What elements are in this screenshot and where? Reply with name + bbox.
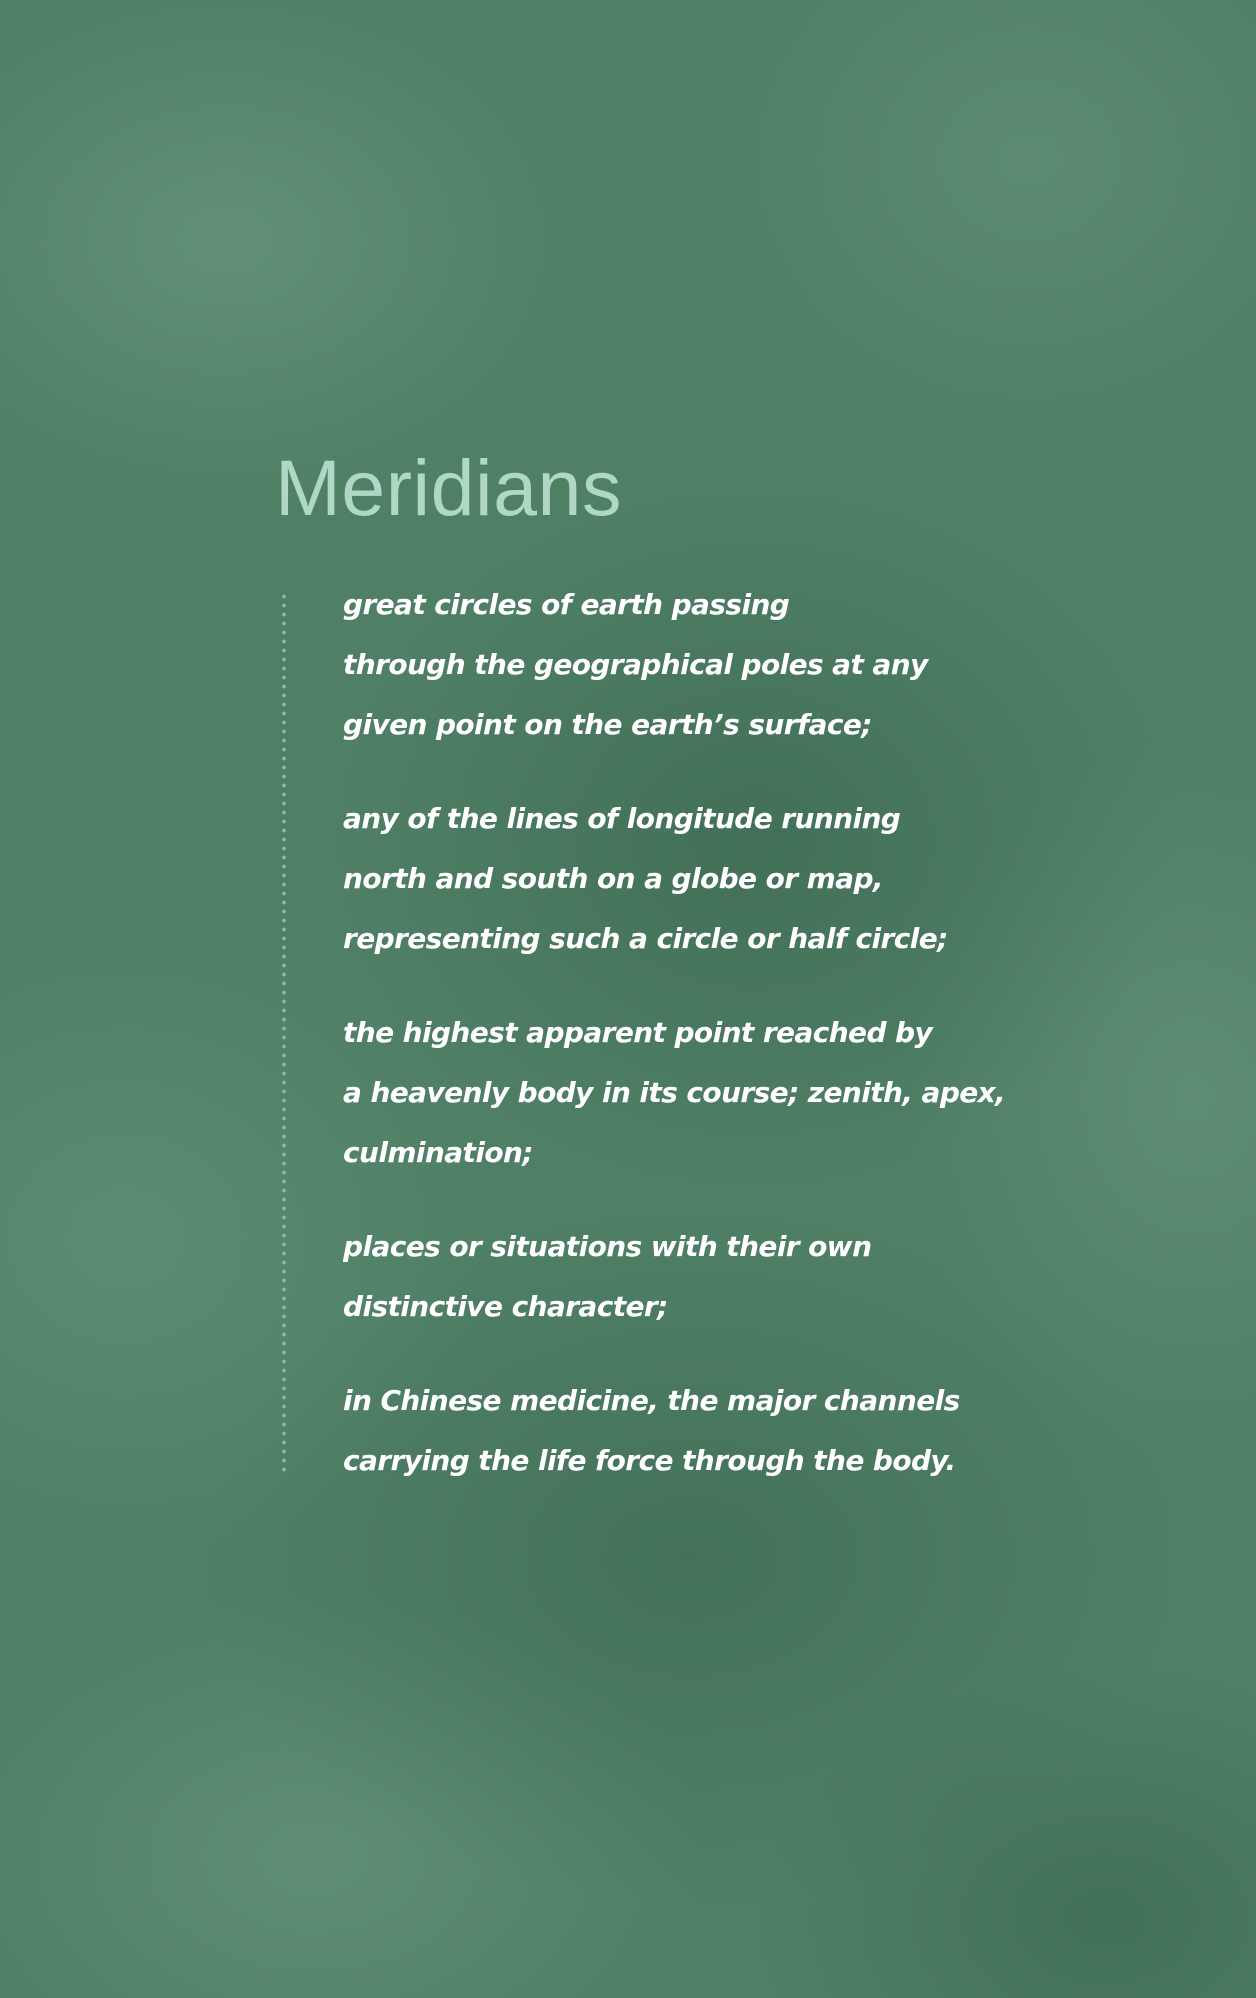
definition-item: the highest apparent point reached by a heavenly body in its course; zenith, apex, culmination; [343,1016,1006,1169]
definition-item: in Chinese medicine, the major channels carrying the life force through the body. [343,1384,960,1477]
definition-item: places or situations with their own distinctive character; [343,1230,872,1323]
page-title: Meridians [275,443,622,532]
definition-item: any of the lines of longitude running north and south on a globe or map, representing such a circle or half circle; [343,802,948,955]
definition-list [343,575,1203,1525]
dotted-divider [282,592,286,1472]
definition-item: great circles of earth passing through the geographical poles at any given point on the earth’s surface; [343,588,928,741]
